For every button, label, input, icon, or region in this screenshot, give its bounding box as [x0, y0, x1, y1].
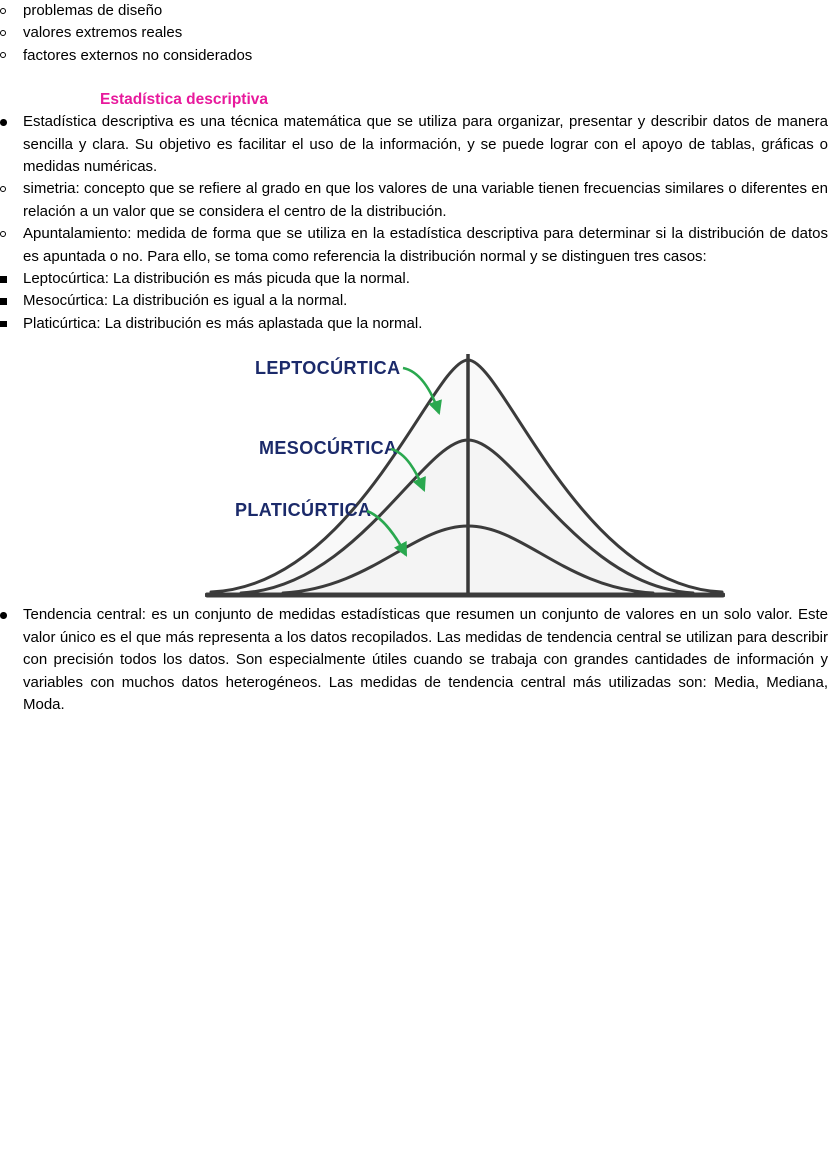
circle-bullet-icon	[0, 30, 6, 36]
list-item	[0, 22, 828, 44]
mesocurtica-label: MESOCÚRTICA	[259, 438, 398, 459]
circle-bullet-icon	[0, 186, 6, 192]
list-item	[0, 45, 828, 67]
disc-bullet-icon	[0, 612, 7, 619]
list-item	[0, 313, 828, 335]
square-bullet-icon	[0, 276, 7, 283]
kurtosis-diagram	[205, 349, 725, 604]
list-item	[0, 0, 828, 22]
list-item-text: factores externos no considerados	[23, 46, 253, 64]
list-item	[0, 111, 828, 178]
disc-bullet-icon	[0, 119, 7, 126]
square-bullet-icon	[0, 298, 7, 305]
list-item-text: problemas de diseño	[23, 2, 163, 19]
intro-list	[0, 0, 828, 67]
circle-bullet-icon	[0, 8, 6, 14]
tendencia-central-list	[0, 604, 828, 716]
tendencia-central-text: Tendencia central: es un conjunto de medidas estadísticas que resumen un conjunto de valores en un solo valor. Este valor único es el que más representa a los datos recopilados. Las medidas de tendencia central se utilizan para describir con precisión todos los datos. Son especialmente útiles cuando se trabaja con grandes cantidades de información y variables con muchos datos heterogéneos. Las medidas de tendencia central más utilizadas son: Media, Mediana, Moda.	[23, 606, 828, 713]
mesocurtica-case-text: Mesocúrtica: La distribución es igual a la normal.	[23, 292, 348, 310]
descriptive-intro-text: Estadística descriptiva es una técnica matemática que se utiliza para organizar, presentar y describir datos de manera sencilla y clara. Su objetivo es facilitar el uso de la información, y se puede lograr con el apoyo de tablas, gráficas o medidas numéricas.	[23, 113, 828, 176]
square-bullet-icon	[0, 321, 7, 328]
descriptive-statistics-list	[0, 111, 828, 178]
list-item	[0, 223, 828, 268]
leptocurtica-case-text: Leptocúrtica: La distribución es más picuda que la normal.	[23, 270, 410, 288]
platicurtica-case-text: Platicúrtica: La distribución es más aplastada que la normal.	[23, 314, 423, 332]
platicurtica-label: PLATICÚRTICA	[235, 500, 372, 521]
simetria-text: simetria: concepto que se refiere al grado en que los valores de una variable tienen frecuencias similares o diferentes en relación a un valor que se considera el centro de la distribución.	[23, 180, 828, 220]
circle-bullet-icon	[0, 231, 6, 237]
apuntalamiento-text: Apuntalamiento: medida de forma que se utiliza en la estadística descriptiva para determinar si la distribución de datos es apuntada o no. Para ello, se toma como referencia la distribución normal y se distinguen tres casos:	[23, 225, 828, 265]
section-heading: Estadística descriptiva	[100, 91, 268, 109]
sub-concepts-list	[0, 178, 828, 268]
kurtosis-cases-list	[0, 268, 828, 335]
circle-bullet-icon	[0, 52, 6, 58]
list-item	[0, 178, 828, 223]
list-item	[0, 290, 828, 312]
list-item	[0, 604, 828, 716]
list-item	[0, 268, 828, 290]
leptocurtica-label: LEPTOCÚRTICA	[255, 358, 401, 379]
kurtosis-figure	[205, 349, 725, 604]
list-item-text: valores extremos reales	[23, 24, 183, 42]
